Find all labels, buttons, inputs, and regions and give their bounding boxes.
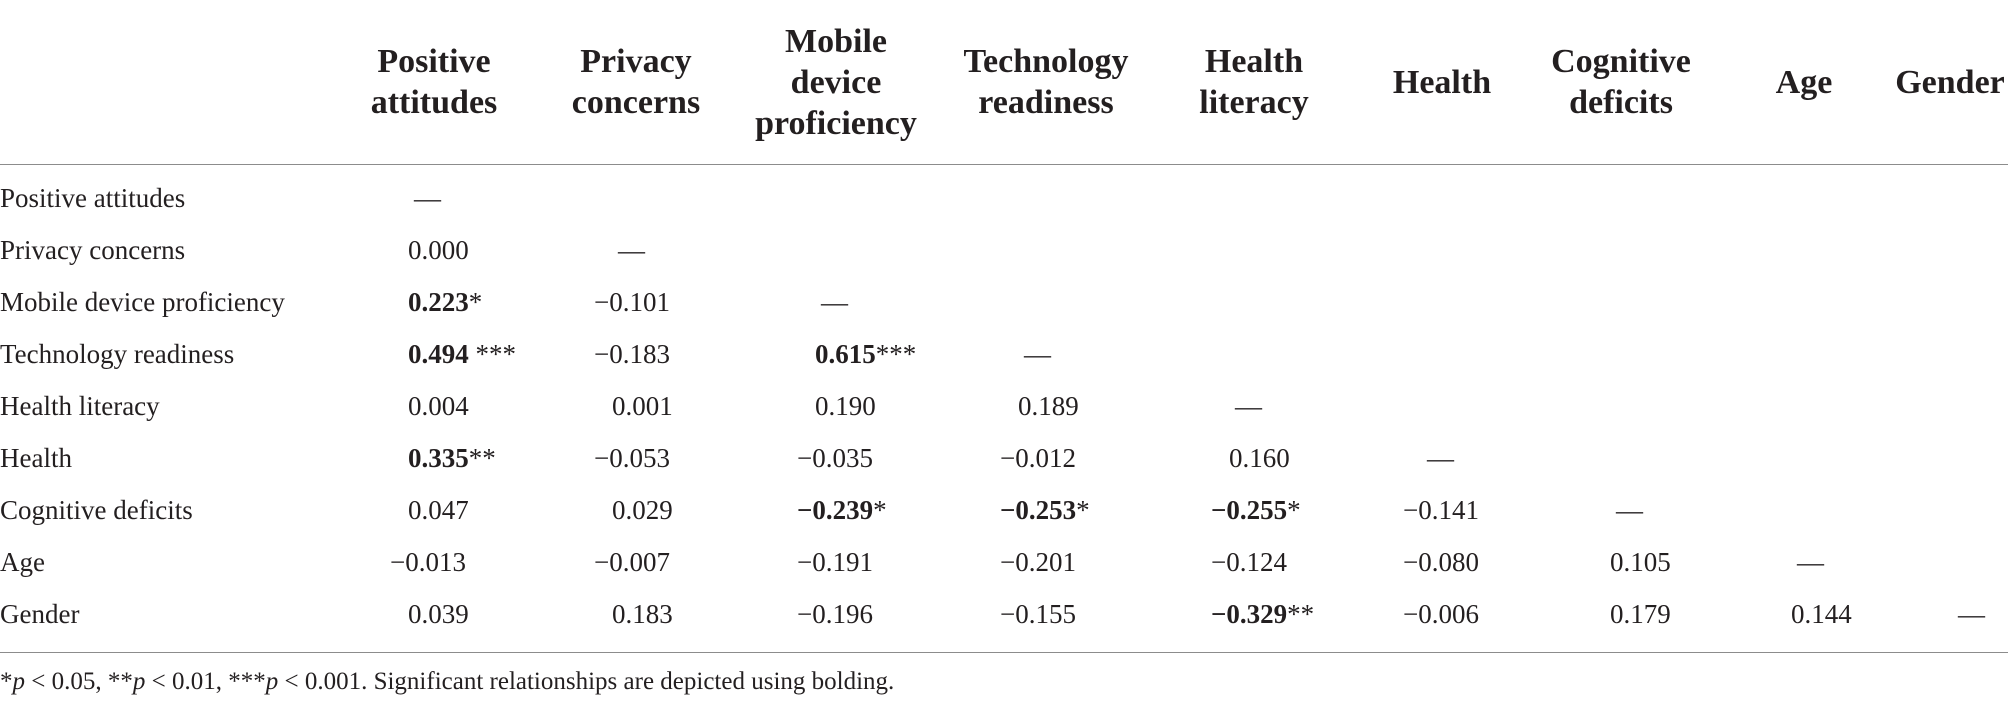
table-cell (815, 328, 916, 380)
table-cell (1958, 588, 1985, 640)
table-cell (594, 328, 670, 380)
table-cell (1000, 484, 1090, 536)
cell-value: 0.190 (815, 391, 876, 421)
cell-value: −0.255 (1211, 495, 1288, 525)
table-cell (1403, 588, 1479, 640)
footnote-text: < 0.05, ** (25, 668, 133, 695)
column-header: Technology readiness (963, 43, 1129, 121)
cell-value: −0.101 (594, 287, 670, 317)
cell-value: 0.179 (1610, 599, 1671, 629)
table-cell (1797, 536, 1824, 588)
cell-value: — (1024, 339, 1051, 369)
row-label: Health literacy (0, 391, 160, 421)
cell-value: −0.053 (594, 443, 670, 473)
table-cell (414, 172, 441, 224)
table-cell (797, 588, 873, 640)
cell-value: — (1427, 443, 1454, 473)
cell-value: 0.160 (1229, 443, 1290, 473)
cell-value: 0.189 (1018, 391, 1079, 421)
significance-mark: * (1076, 495, 1090, 525)
cell-value: — (1616, 495, 1643, 525)
header-rule (0, 164, 2008, 165)
table-footnote (0, 664, 894, 700)
cell-value: 0.183 (612, 599, 673, 629)
table-cell (618, 224, 645, 276)
column-header: Health literacy (1199, 43, 1309, 121)
cell-value: −0.201 (1000, 547, 1076, 577)
cell-value: 0.144 (1791, 599, 1852, 629)
row-label: Privacy concerns (0, 235, 186, 265)
column-header: Privacy concerns (571, 43, 701, 121)
row-label: Cognitive deficits (0, 495, 193, 525)
cell-value: −0.035 (797, 443, 873, 473)
column-header: Positive attitudes (370, 43, 498, 121)
cell-value: — (1958, 599, 1985, 629)
table-cell (1211, 588, 1314, 640)
row-label: Mobile device proficiency (0, 287, 285, 317)
table-cell (612, 484, 673, 536)
cell-value: 0.029 (612, 495, 673, 525)
table-cell (1427, 432, 1454, 484)
cell-value: −0.007 (594, 547, 670, 577)
cell-value: 0.335 (408, 443, 469, 473)
significance-mark: ** (1287, 599, 1315, 629)
table-cell (1024, 328, 1051, 380)
table-cell (797, 484, 887, 536)
significance-mark: *** (875, 339, 917, 369)
table-cell (815, 380, 876, 432)
cell-value: 0.615 (815, 339, 876, 369)
table-row (0, 380, 2008, 432)
cell-value: −0.006 (1403, 599, 1479, 629)
table-cell (1403, 536, 1479, 588)
table-cell (408, 432, 496, 484)
column-header: Health (1392, 63, 1492, 101)
cell-value: 0.494 (408, 339, 469, 369)
table-cell (1616, 484, 1643, 536)
cell-value: — (821, 287, 848, 317)
cell-value: 0.004 (408, 391, 469, 421)
table-cell (408, 484, 469, 536)
table-cell (797, 536, 873, 588)
table-cell (594, 432, 670, 484)
cell-value: 0.001 (612, 391, 673, 421)
significance-mark: ** (468, 443, 496, 473)
column-header: Age (1775, 63, 1833, 101)
cell-value: −0.196 (797, 599, 873, 629)
table-row (0, 276, 2008, 328)
table-cell (1610, 536, 1671, 588)
row-label: Technology readiness (0, 339, 235, 369)
table-cell (612, 380, 673, 432)
table-cell (1211, 536, 1287, 588)
cell-value: 0.105 (1610, 547, 1671, 577)
cell-value: −0.141 (1403, 495, 1479, 525)
table-cell (408, 224, 469, 276)
cell-value: — (1797, 547, 1824, 577)
cell-value: — (414, 183, 441, 213)
table-cell (612, 588, 673, 640)
table-header (0, 0, 2008, 164)
table-cell (390, 536, 466, 588)
table-cell (408, 380, 469, 432)
bottom-rule (0, 652, 2008, 653)
table-cell (408, 276, 482, 328)
footnote-text: < 0.01, *** (145, 668, 266, 695)
table-cell (1000, 536, 1076, 588)
footnote-text: < 0.001. Significant relationships are depicted using bolding. (278, 668, 895, 695)
table-row (0, 432, 2008, 484)
table-cell (1000, 588, 1076, 640)
cell-value: — (1235, 391, 1262, 421)
column-header: Cognitive deficits (1551, 43, 1691, 121)
table-row (0, 172, 2008, 224)
column-header: Mobile device proficiency (755, 22, 917, 142)
table-cell (1000, 432, 1076, 484)
table-row (0, 328, 2008, 380)
table-cell (408, 588, 469, 640)
table-cell (594, 536, 670, 588)
cell-value: — (618, 235, 645, 265)
cell-value: −0.253 (1000, 495, 1077, 525)
cell-value: −0.080 (1403, 547, 1479, 577)
table-row (0, 588, 2008, 640)
cell-value: −0.191 (797, 547, 873, 577)
table-cell (594, 276, 670, 328)
table-row (0, 484, 2008, 536)
cell-value: 0.000 (408, 235, 469, 265)
row-label: Gender (0, 599, 80, 629)
table-cell (1235, 380, 1262, 432)
cell-value: −0.239 (797, 495, 874, 525)
table-cell (821, 276, 848, 328)
cell-value: −0.329 (1211, 599, 1288, 629)
table-cell (408, 328, 516, 380)
row-label: Age (0, 547, 45, 577)
row-label: Health (0, 443, 72, 473)
table-cell (1211, 484, 1301, 536)
cell-value: 0.047 (408, 495, 469, 525)
cell-value: −0.013 (390, 547, 466, 577)
column-header: Gender (1895, 63, 2005, 101)
significance-mark: * (873, 495, 887, 525)
footnote-italic: p (265, 668, 279, 695)
footnote-text: * (0, 668, 13, 695)
table-cell (797, 432, 873, 484)
table-row (0, 224, 2008, 276)
row-label: Positive attitudes (0, 183, 186, 213)
cell-value: 0.039 (408, 599, 469, 629)
table-cell (1229, 432, 1290, 484)
significance-mark: * (1287, 495, 1301, 525)
table-cell (1018, 380, 1079, 432)
cell-value: −0.155 (1000, 599, 1076, 629)
table-cell (1610, 588, 1671, 640)
cell-value: −0.183 (594, 339, 670, 369)
significance-mark: * (468, 287, 483, 317)
cell-value: −0.124 (1211, 547, 1287, 577)
significance-mark: *** (468, 339, 516, 369)
cell-value: 0.223 (408, 287, 469, 317)
table-row (0, 536, 2008, 588)
table-cell (1791, 588, 1852, 640)
footnote-italic: p (12, 668, 25, 695)
footnote-italic: p (132, 668, 146, 695)
cell-value: −0.012 (1000, 443, 1076, 473)
table-cell (1403, 484, 1479, 536)
